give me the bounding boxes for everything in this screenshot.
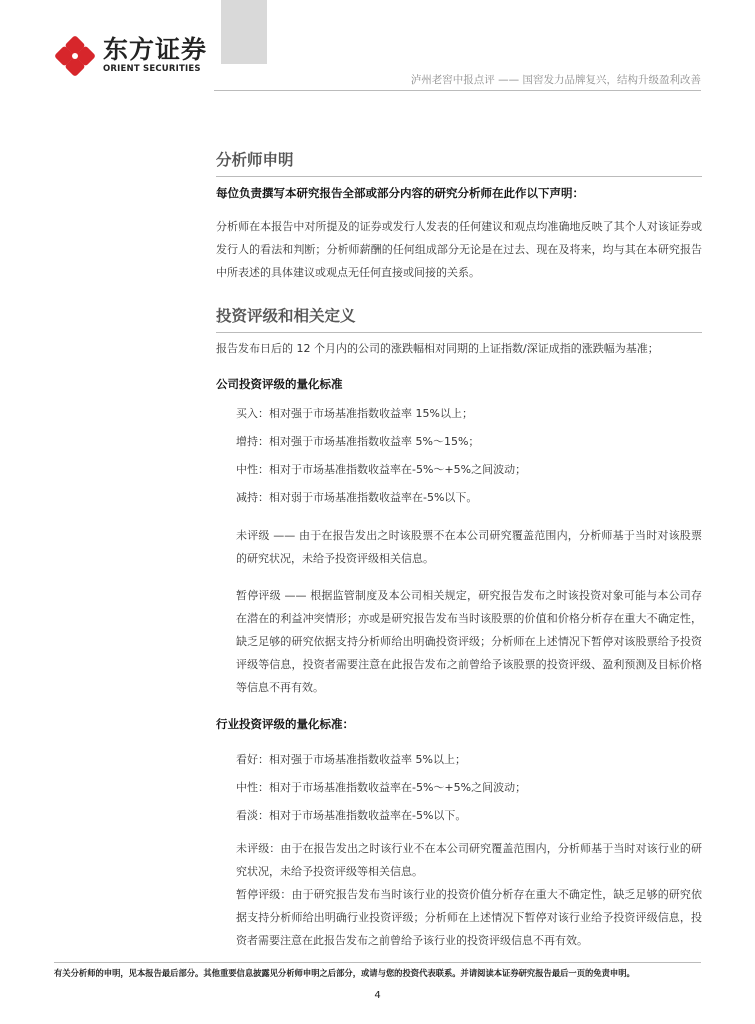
rating-intro: 报告发布日后的 12 个月内的公司的涨跌幅相对同期的上证指数/深证成指的涨跌幅为基准； xyxy=(216,342,659,355)
analyst-statement-title: 分析师申明 xyxy=(216,148,702,177)
company-rating-heading: 公司投资评级的量化标准 xyxy=(216,377,343,391)
company-unrated-note: 未评级 —— 由于在报告发出之时该股票不在本公司研究覆盖范围内，分析师基于当时对该股票的研究状况，未给予投资评级相关信息。 xyxy=(236,529,702,565)
report-title: 泸州老窖中报点评 —— 国窖发力品牌复兴，结构升级盈利改善 xyxy=(410,74,701,86)
header-divider xyxy=(214,90,701,91)
company-logo xyxy=(55,36,207,76)
industry-rating-item: 看好：相对强于市场基准指数收益率 5%以上； xyxy=(236,753,466,766)
industry-rating-heading: 行业投资评级的量化标准： xyxy=(216,717,354,731)
industry-rating-item: 中性：相对于市场基准指数收益率在-5%～+5%之间波动； xyxy=(236,781,527,794)
logo-english-name: ORIENT SECURITIES xyxy=(103,64,201,74)
main-content xyxy=(216,148,702,952)
company-suspended-note: 暂停评级 —— 根据监管制度及本公司相关规定，研究报告发布之时该投资对象可能与本公司存在潜在的利益冲突情形；亦或是研究报告发布当时该股票的价值和价格分析存在重大不确定性，缺乏足够的研究依据支持分析师给出明确投资评级；分析师在上述情况下暂停对该股票给予投资评级等信息，投资者需要注意在此报告发布之前曾给予该股票的投资评级、盈利预测及目标价格等信息不再有效。 xyxy=(236,589,702,694)
industry-unrated-note: 未评级：由于在报告发出之时该行业不在本公司研究覆盖范围内，分析师基于当时对该行业的研究状况，未给予投资评级等相关信息。 xyxy=(236,842,702,878)
company-rating-item: 增持：相对强于市场基准指数收益率 5%～15%； xyxy=(236,435,480,448)
industry-rating-list xyxy=(236,752,702,952)
industry-rating-item: 看淡：相对于市场基准指数收益率在-5%以下。 xyxy=(236,809,467,822)
analyst-statement-lead: 每位负责撰写本研究报告全部或部分内容的研究分析师在此作以下声明： xyxy=(216,186,584,200)
company-rating-item: 中性：相对于市场基准指数收益率在-5%～+5%之间波动； xyxy=(236,463,527,476)
rating-section-title: 投资评级和相关定义 xyxy=(216,304,702,333)
company-rating-item: 买入：相对强于市场基准指数收益率 15%以上； xyxy=(236,407,473,420)
header-accent-bar xyxy=(221,0,267,64)
analyst-statement-body: 分析师在本报告中对所提及的证券或发行人发表的任何建议和观点均准确地反映了其个人对该证券或发行人的看法和判断；分析师薪酬的任何组成部分无论是在过去、现在及将来，均与其在本研究报告中所表述的具体建议或观点无任何直接或间接的关系。 xyxy=(216,220,702,279)
industry-suspended-note: 暂停评级：由于研究报告发布当时该行业的投资价值分析存在重大不确定性，缺乏足够的研究依据支持分析师给出明确行业投资评级；分析师在上述情况下暂停对该行业给予投资评级信息，投资者需要注意在此报告发布之前曾给予该行业的投资评级信息不再有效。 xyxy=(236,888,702,947)
logo-mark-icon xyxy=(55,36,95,76)
logo-chinese-name: 东方证券 xyxy=(103,35,208,64)
company-rating-list xyxy=(236,406,702,699)
company-rating-item: 减持：相对弱于市场基准指数收益率在-5%以下。 xyxy=(236,491,478,504)
page-number: 4 xyxy=(374,990,381,1001)
footer-disclaimer: 有关分析师的申明，见本报告最后部分。其他重要信息披露见分析师申明之后部分，或请与您的投资代表联系。并请阅读本证券研究报告最后一页的免责申明。 xyxy=(54,968,635,978)
footer-divider xyxy=(54,962,701,963)
